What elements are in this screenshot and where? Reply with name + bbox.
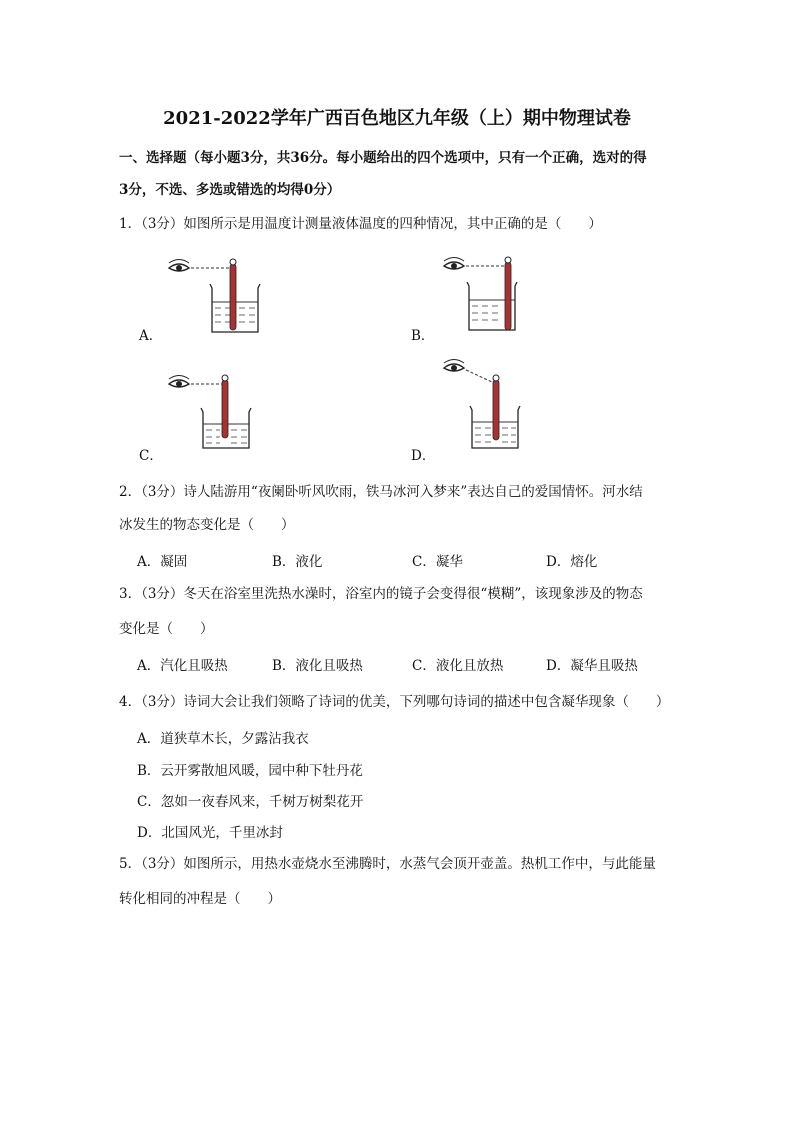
question-4-option-a: A．道狭草木长，夕露沾我衣	[137, 731, 309, 747]
section-heading-line2: 3分，不选、多选或错选的均得0分）	[119, 182, 341, 198]
eye-icon	[444, 258, 464, 270]
question-2-stem-line1: 2．（3分）诗人陆游用“夜阑卧听风吹雨，铁马冰河入梦来”表达自己的爱国情怀。河水结	[119, 484, 643, 500]
question-1-stem: 1．（3分）如图所示是用温度计测量液体温度的四种情况，其中正确的是（ ）	[119, 216, 602, 232]
thermometer-figure-d	[440, 356, 540, 450]
question-5-stem-line2: 转化相同的冲程是（ ）	[119, 891, 281, 907]
question-2-option-c: C．凝华	[412, 554, 463, 570]
question-2-option-a: A．凝固	[137, 554, 188, 570]
question-4-stem: 4．（3分）诗词大会让我们领略了诗词的优美，下列哪句诗词的描述中包含凝华现象（ ）	[119, 694, 670, 710]
thermometer-figure-a	[165, 254, 265, 336]
question-3-option-c: C．液化且放热	[412, 658, 504, 674]
question-3-option-b: B．液化且吸热	[272, 658, 363, 674]
question-4-option-c: C．忽如一夜春风来，千树万树梨花开	[137, 794, 364, 810]
question-2-option-d: D．熔化	[546, 554, 598, 570]
question-4-option-d: D．北国风光，千里冰封	[137, 825, 283, 841]
figure-label-d: D．	[411, 448, 436, 464]
eye-icon	[169, 260, 189, 272]
question-3-option-d: D．凝华且吸热	[546, 658, 638, 674]
question-2-stem-line2: 冰发生的物态变化是（ ）	[119, 517, 295, 533]
section-heading-line1: 一、选择题（每小题3分，共36分。每小题给出的四个选项中，只有一个正确，选对的得	[119, 150, 647, 166]
figure-label-b: B．	[411, 328, 435, 344]
question-5-stem-line1: 5．（3分）如图所示，用热水壶烧水至沸腾时，水蒸气会顶开壶盖。热机工作中，与此能量	[119, 856, 656, 872]
thermometer-figure-c	[165, 368, 265, 450]
question-3-stem-line2: 变化是（ ）	[119, 621, 214, 637]
page-title: 2021-2022学年广西百色地区九年级（上）期中物理试卷	[163, 108, 631, 129]
eye-icon	[169, 376, 189, 388]
question-3-stem-line1: 3．（3分）冬天在浴室里洗热水澡时，浴室内的镜子会变得很“模糊”，该现象涉及的物态	[119, 586, 643, 602]
eye-icon	[444, 360, 464, 372]
thermometer-figure-b	[440, 250, 540, 332]
question-2-option-b: B．液化	[272, 554, 323, 570]
question-3-option-a: A．汽化且吸热	[137, 658, 228, 674]
figure-label-a: A．	[139, 328, 163, 344]
question-4-option-b: B．云开雾散旭风暖，园中种下牡丹花	[137, 763, 363, 779]
figure-label-c: C．	[139, 448, 163, 464]
